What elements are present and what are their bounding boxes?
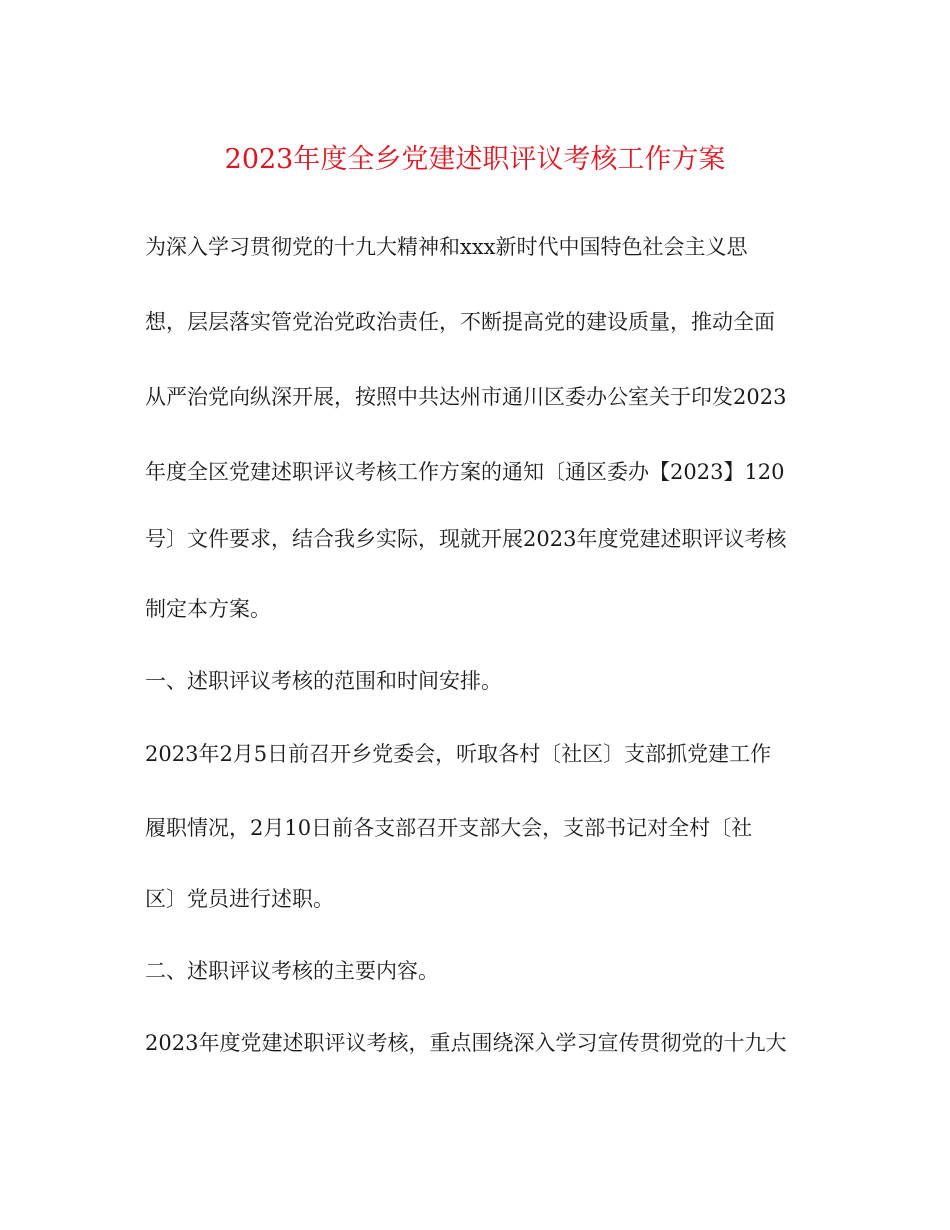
body-line-9: 区〕党员进行述职。: [145, 887, 334, 911]
body-line-7: 2023年2月5日前召开乡党委会，听取各村〔社区〕支部抓党建工作: [145, 742, 772, 766]
body-line-4: 年度全区党建述职评议考核工作方案的通知〔通区委办【2023】120: [145, 460, 785, 484]
section-heading-1: 一、述职评议考核的范围和时间安排。: [145, 669, 502, 693]
document-title: 2023年度全乡党建述职评议考核工作方案: [224, 144, 726, 175]
body-line-10: 2023年度党建述职评议考核，重点围绕深入学习宣传贯彻党的十九大: [145, 1031, 787, 1055]
section-heading-2: 二、述职评议考核的主要内容。: [145, 959, 439, 983]
body-line-2: 想，层层落实管党治党政治责任，不断提高党的建设质量，推动全面: [145, 310, 775, 334]
body-line-8: 履职情况，2月10日前各支部召开支部大会，支部书记对全村〔社: [145, 816, 753, 840]
body-line-3: 从严治党向纵深开展，按照中共达州市通川区委办公室关于印发2023: [145, 385, 787, 409]
body-line-6: 制定本方案。: [145, 597, 271, 621]
body-line-5: 号〕文件要求，结合我乡实际，现就开展2023年度党建述职评议考核: [145, 527, 787, 551]
body-line-1: 为深入学习贯彻党的十九大精神和xxx新时代中国特色社会主义思: [145, 235, 748, 259]
